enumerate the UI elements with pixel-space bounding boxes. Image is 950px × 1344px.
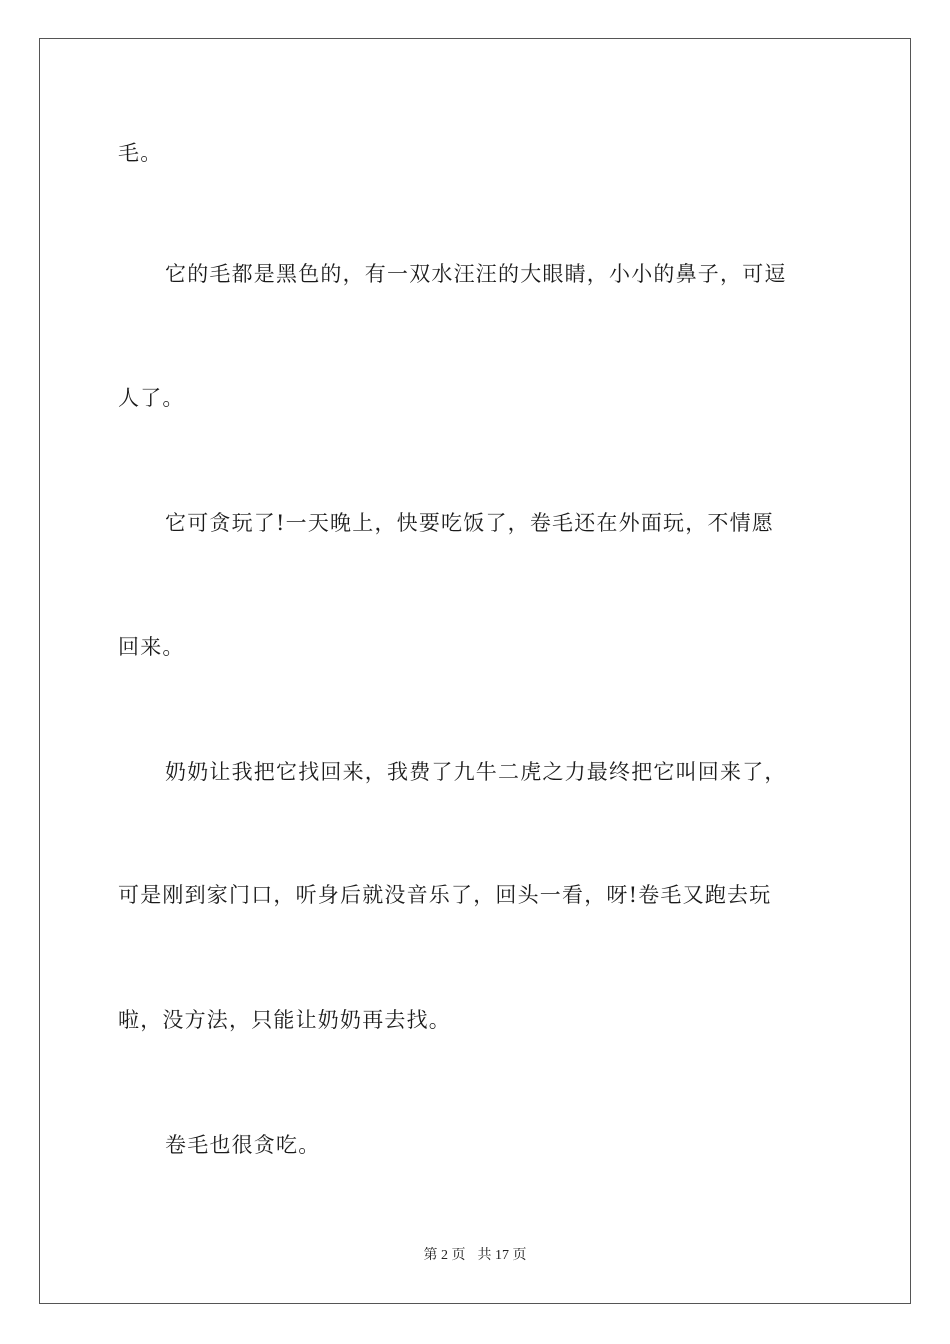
page-footer xyxy=(0,1247,950,1265)
paragraph-line: 毛。 xyxy=(118,141,163,165)
paragraph-line: 它的毛都是黑色的，有一双水汪汪的大眼睛，小小的鼻子，可逗 xyxy=(165,262,787,286)
paragraph-line: 它可贪玩了!一天晚上，快要吃饭了，卷毛还在外面玩，不情愿 xyxy=(165,511,775,535)
paragraph-line: 可是刚到家门口，听身后就没音乐了，回头一看，呀!卷毛又跑去玩 xyxy=(118,883,772,907)
paragraph-line: 回来。 xyxy=(118,635,185,659)
paragraph-line: 啦，没方法，只能让奶奶再去找。 xyxy=(118,1008,451,1032)
paragraph-line: 卷毛也很贪吃。 xyxy=(165,1133,321,1157)
paragraph-line: 人了。 xyxy=(118,386,185,410)
total-pages: 共 17 页 xyxy=(477,1248,527,1263)
page-number: 第 2 页 xyxy=(423,1248,466,1263)
page-border xyxy=(39,38,911,1304)
paragraph-line: 奶奶让我把它找回来，我费了九牛二虎之力最终把它叫回来了， xyxy=(165,760,787,784)
